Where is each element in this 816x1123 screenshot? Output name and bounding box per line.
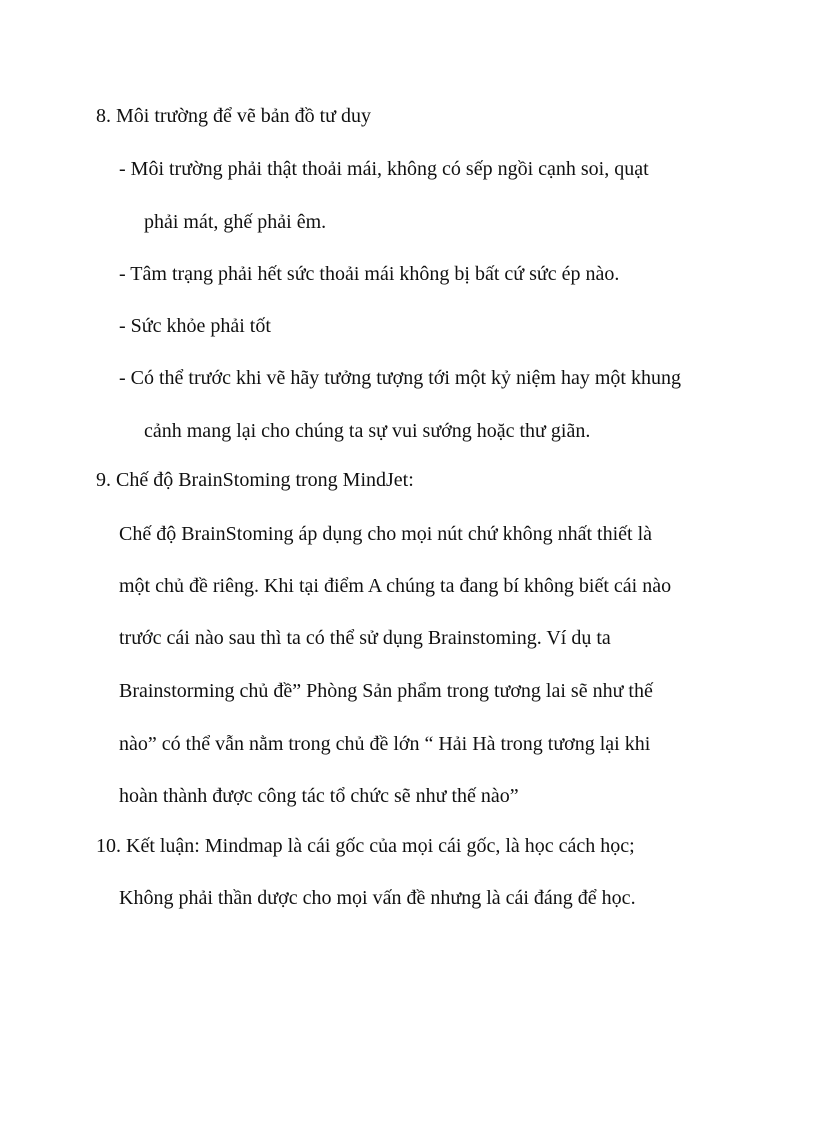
section-9-line-3: trước cái nào sau thì ta có thể sử dụng Brainstoming. Ví dụ ta xyxy=(119,627,611,649)
section-8-line-3: - Tâm trạng phải hết sức thoải mái không bị bất cứ sức ép nào. xyxy=(119,263,620,285)
section-8-line-6: cảnh mang lại cho chúng ta sự vui sướng hoặc thư giãn. xyxy=(144,420,591,442)
section-9-line-6: hoàn thành được công tác tổ chức sẽ như thế nào” xyxy=(119,785,519,807)
section-8-line-1: - Môi trường phải thật thoải mái, không có sếp ngồi cạnh soi, quạt xyxy=(119,158,649,180)
section-8-heading: 8. Môi trường để vẽ bản đồ tư duy xyxy=(96,105,371,127)
section-8-line-4: - Sức khỏe phải tốt xyxy=(119,315,271,337)
section-10-line-1: Không phải thần dược cho mọi vấn đề nhưng là cái đáng để học. xyxy=(119,887,636,909)
section-9-line-2: một chủ đề riêng. Khi tại điểm A chúng ta đang bí không biết cái nào xyxy=(119,575,672,597)
section-10-heading: 10. Kết luận: Mindmap là cái gốc của mọi cái gốc, là học cách học; xyxy=(96,835,635,857)
section-8-line-5: - Có thể trước khi vẽ hãy tưởng tượng tới một kỷ niệm hay một khung xyxy=(119,367,681,389)
section-9-heading: 9. Chế độ BrainStoming trong MindJet: xyxy=(96,469,414,491)
section-9-line-4: Brainstorming chủ đề” Phòng Sản phẩm trong tương lai sẽ như thế xyxy=(119,680,653,702)
section-8-line-2: phải mát, ghế phải êm. xyxy=(144,211,327,233)
section-9-line-5: nào” có thể vẫn nằm trong chủ đề lớn “ Hải Hà trong tương lại khi xyxy=(119,733,651,755)
section-9-line-1: Chế độ BrainStoming áp dụng cho mọi nút chứ không nhất thiết là xyxy=(119,523,652,545)
